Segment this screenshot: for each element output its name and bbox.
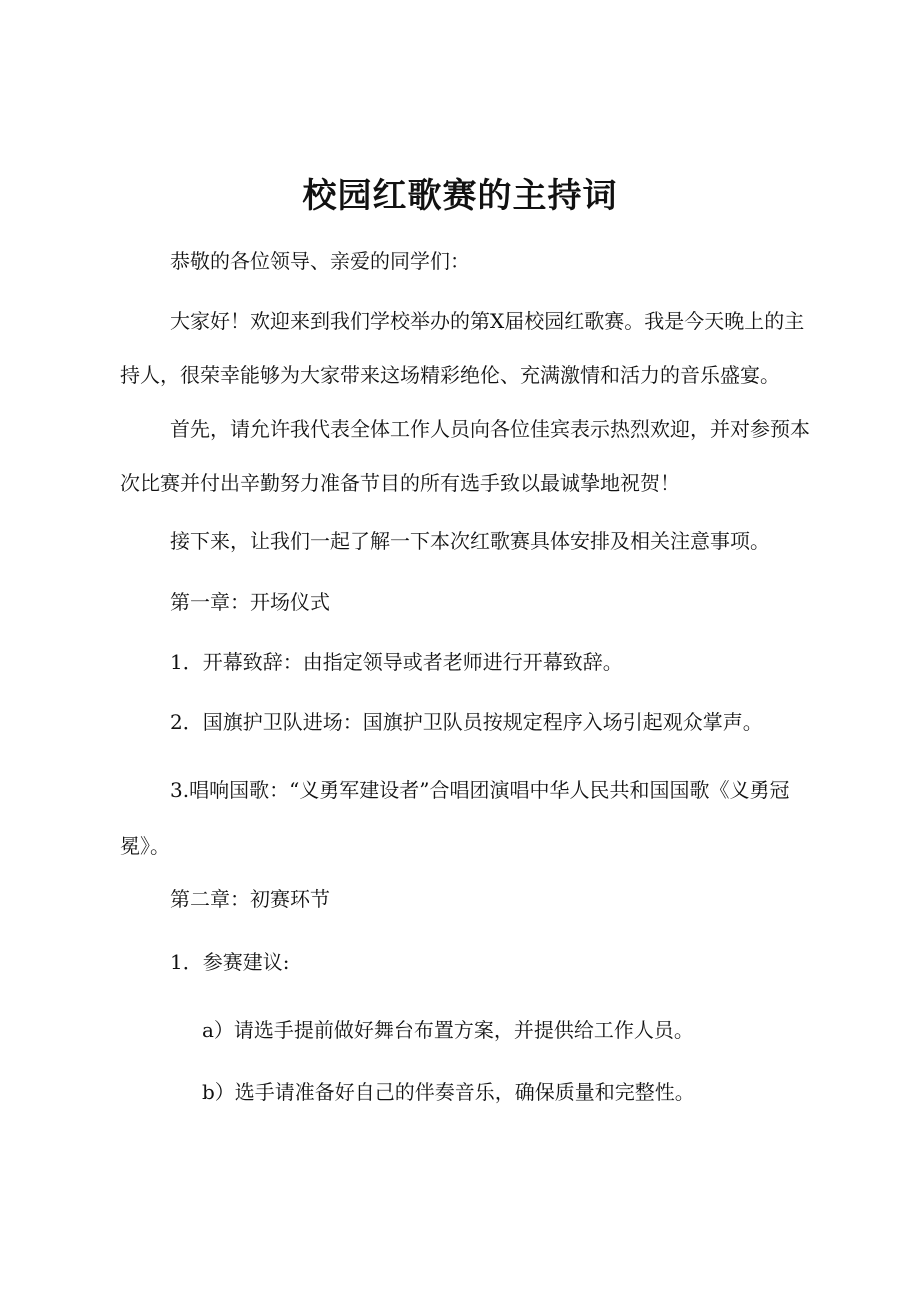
first-paragraph: 首先，请允许我代表全体工作人员向各位佳宾表示热烈欢迎，并对参预本次比赛并付出辛勤努力准备节目的所有选手致以最诚挚地祝贺！	[120, 417, 810, 495]
chapter-2-subitem-a: a）请选手提前做好舞台布置方案，并提供给工作人员。	[202, 1018, 694, 1042]
document-title: 校园红歌赛的主持词	[302, 176, 618, 216]
greeting-paragraph: 恭敬的各位领导、亲爱的同学们：	[170, 249, 470, 273]
chapter-2-heading: 第二章：初赛环节	[170, 887, 330, 911]
chapter-1-heading: 第一章：开场仪式	[170, 590, 330, 614]
chapter-1-item-2: 2．国旗护卫队进场：国旗护卫队员按规定程序入场引起观众掌声。	[170, 710, 763, 734]
chapter-1-item-1: 1．开幕致辞：由指定领导或者老师进行开幕致辞。	[170, 650, 623, 674]
chapter-2-subitem-b: b）选手请准备好自己的伴奏音乐，确保质量和完整性。	[202, 1080, 695, 1104]
chapter-2-item-1: 1．参赛建议:	[170, 950, 290, 974]
chapter-1-item-3: 3.唱响国歌：“义勇军建设者”合唱团演唱中华人民共和国国歌《义勇冠冕》。	[120, 778, 790, 858]
next-paragraph: 接下来，让我们一起了解一下本次红歌赛具体安排及相关注意事项。	[170, 529, 770, 553]
welcome-paragraph: 大家好！欢迎来到我们学校举办的第X届校园红歌赛。我是今天晚上的主持人，很荣幸能够为大家带来这场精彩绝伦、充满激情和活力的音乐盛宴。	[120, 309, 805, 387]
